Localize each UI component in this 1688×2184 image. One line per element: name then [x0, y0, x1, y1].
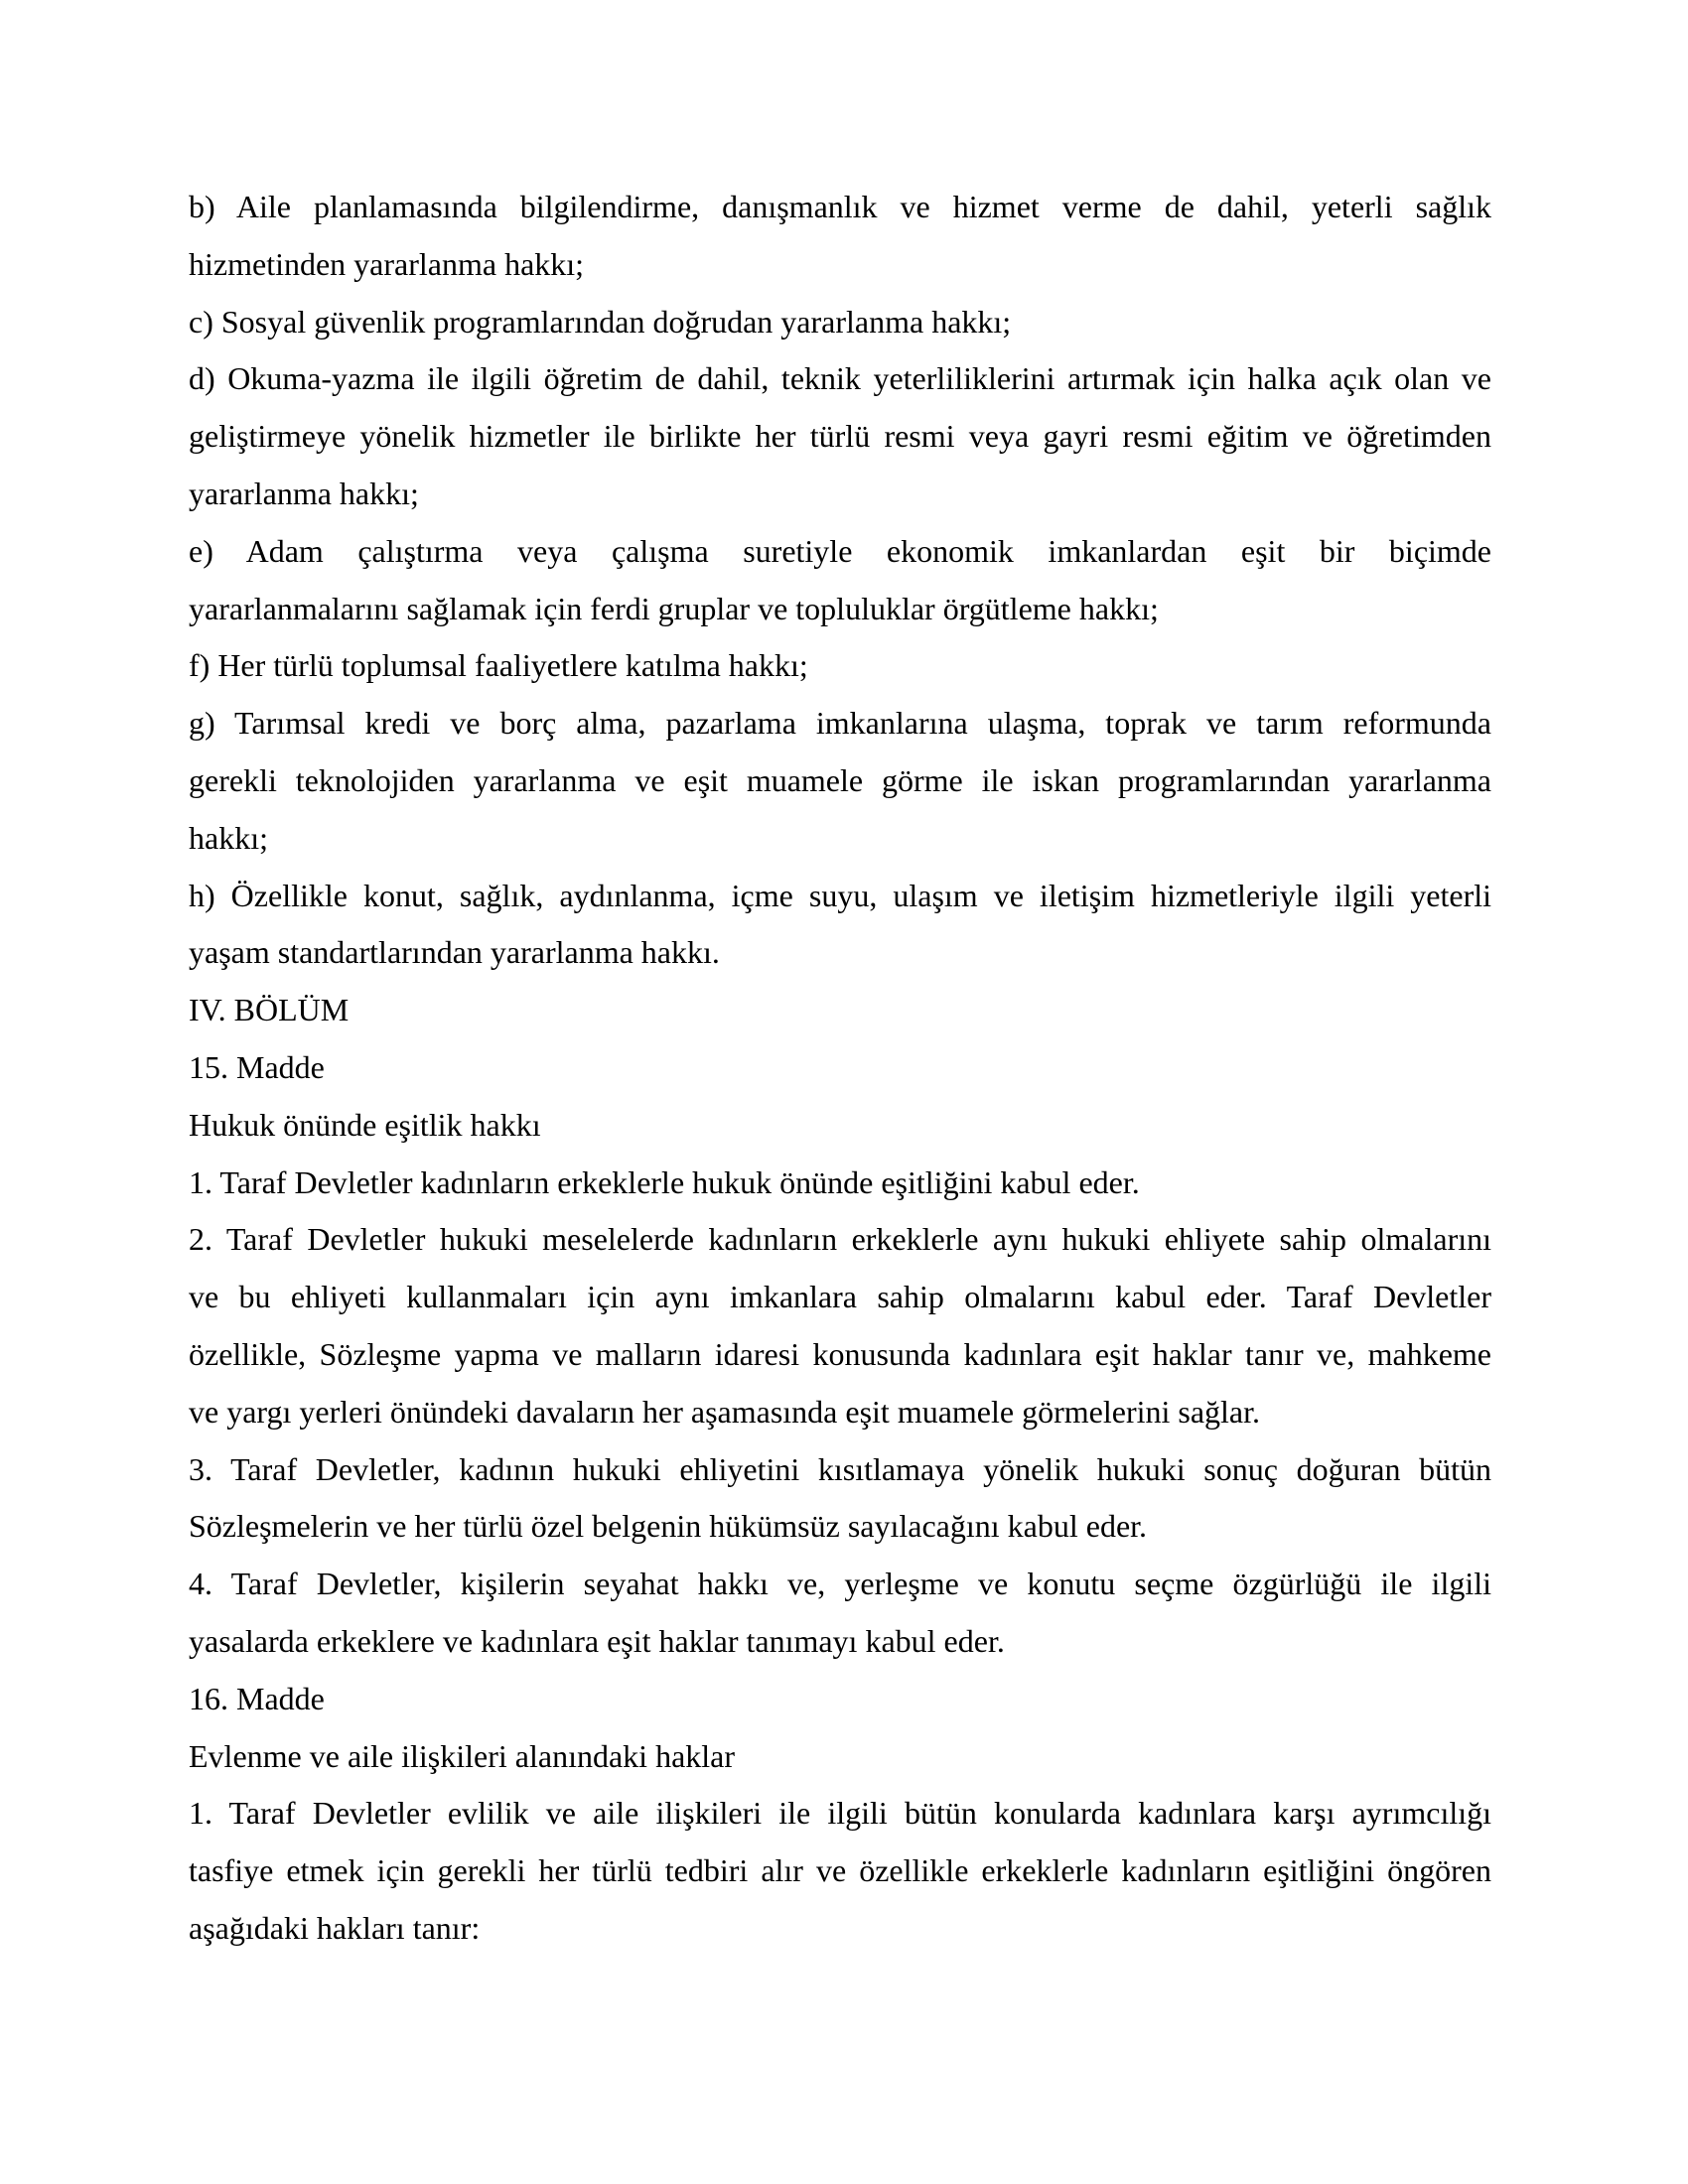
- text-line-article-15-clause-1-1: 1. Taraf Devletler kadınların erkeklerle hukuk önünde eşitliğini kabul eder.: [189, 1163, 1140, 1200]
- text-line-article-15-clause-2-4: ve yargı yerleri önündeki davaların her aşamasında eşit muamele görmelerini sağlar.: [189, 1393, 1261, 1430]
- text-line-section-heading-1: IV. BÖLÜM: [189, 992, 350, 1028]
- text-line-item-d-3: yararlanma hakkı;: [189, 475, 419, 511]
- text-line-article-15-clause-4-2: yasalarda erkeklere ve kadınlara eşit haklar tanımayı kabul eder.: [189, 1622, 1005, 1659]
- text-line-item-e-1: e) Adam çalıştırma veya çalışma suretiyle ekonomik imkanlardan eşit bir biçimde: [189, 532, 1491, 569]
- text-line-article-15-clause-2-2: ve bu ehliyeti kullanmaları için aynı imkanlara sahip olmalarını kabul eder. Taraf Devletler: [189, 1279, 1491, 1315]
- text-line-item-f-1: f) Her türlü toplumsal faaliyetlere katılma hakkı;: [189, 647, 808, 684]
- text-line-article-15-clause-3-1: 3. Taraf Devletler, kadının hukuki ehliyetini kısıtlamaya yönelik hukuki sonuç doğuran bütün: [189, 1450, 1491, 1487]
- text-line-item-d-1: d) Okuma-yazma ile ilgili öğretim de dahil, teknik yeterliliklerini artırmak için halka açık olan ve: [189, 360, 1491, 397]
- document-text: [189, 179, 1491, 1958]
- text-line-item-g-1: g) Tarımsal kredi ve borç alma, pazarlama imkanlarına ulaşma, toprak ve tarım reformunda: [189, 705, 1491, 742]
- text-line-item-g-2: gerekli teknolojiden yararlanma ve eşit muamele görme ile iskan programlarından yararlanma: [189, 761, 1491, 798]
- text-line-article-16-clause-1-1: 1. Taraf Devletler evlilik ve aile ilişkileri ile ilgili bütün konularda kadınlara karşı ayrımcılığı: [189, 1795, 1491, 1832]
- text-line-article-16-clause-1-2: tasfiye etmek için gerekli her türlü tedbiri alır ve özellikle erkeklerle kadınların eşitliğini öngören: [189, 1852, 1491, 1889]
- text-line-article-16-subheading-1: Evlenme ve aile ilişkileri alanındaki haklar: [189, 1737, 736, 1774]
- text-line-item-e-2: yararlanmalarını sağlamak için ferdi gruplar ve topluluklar örgütleme hakkı;: [189, 590, 1159, 626]
- text-line-article-15-heading-1: 15. Madde: [189, 1048, 325, 1085]
- text-line-item-h-1: h) Özellikle konut, sağlık, aydınlanma, içme suyu, ulaşım ve iletişim hizmetleriyle ilgili yeterli: [189, 877, 1491, 913]
- text-line-article-15-clause-3-2: Sözleşmelerin ve her türlü özel belgenin hükümsüz sayılacağını kabul eder.: [189, 1508, 1148, 1545]
- text-line-item-g-3: hakkı;: [189, 819, 268, 856]
- text-line-item-b-2: hizmetinden yararlanma hakkı;: [189, 245, 585, 282]
- text-line-article-15-clause-2-1: 2. Taraf Devletler hukuki meselelerde kadınların erkeklerle aynı hukuki ehliyete sahip olmalarını: [189, 1221, 1491, 1258]
- text-line-article-15-subheading-1: Hukuk önünde eşitlik hakkı: [189, 1106, 541, 1143]
- text-line-item-b-1: b) Aile planlamasında bilgilendirme, danışmanlık ve hizmet verme de dahil, yeterli sağlık: [189, 189, 1491, 224]
- text-line-item-c-1: c) Sosyal güvenlik programlarından doğrudan yararlanma hakkı;: [189, 303, 1012, 340]
- text-line-article-16-clause-1-3: aşağıdaki hakları tanır:: [189, 1909, 481, 1946]
- text-line-article-16-heading-1: 16. Madde: [189, 1680, 325, 1716]
- text-line-item-h-2: yaşam standartlarından yararlanma hakkı.: [189, 934, 720, 971]
- text-line-article-15-clause-4-1: 4. Taraf Devletler, kişilerin seyahat hakkı ve, yerleşme ve konutu seçme özgürlüğü ile ilgili: [189, 1566, 1491, 1602]
- text-line-article-15-clause-2-3: özellikle, Sözleşme yapma ve malların idaresi konusunda kadınlara eşit haklar tanır ve, mahkeme: [189, 1335, 1491, 1372]
- text-line-item-d-2: geliştirmeye yönelik hizmetler ile birlikte her türlü resmi veya gayri resmi eğitim ve öğretimden: [189, 418, 1491, 455]
